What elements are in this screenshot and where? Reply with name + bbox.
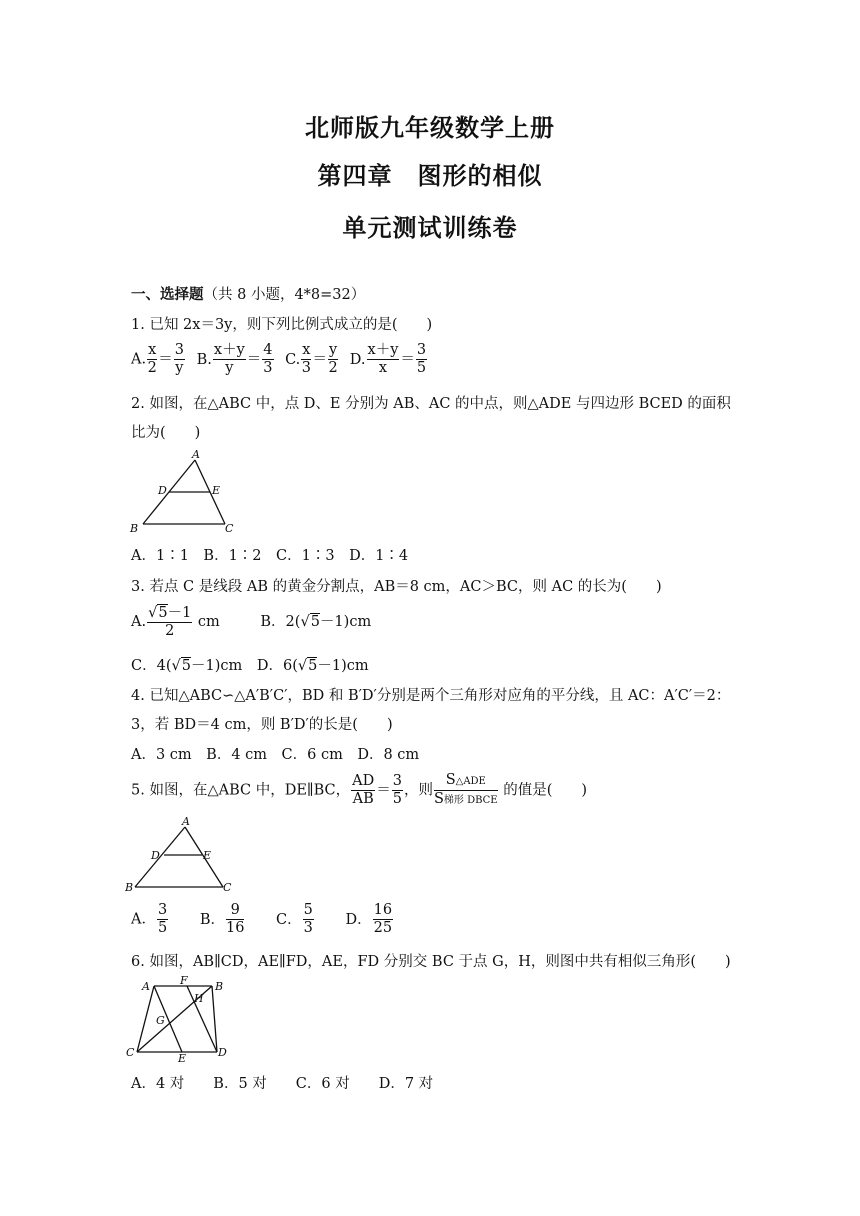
denominator: 2 bbox=[328, 360, 338, 376]
label-b: B bbox=[125, 881, 134, 894]
equals: ＝ bbox=[312, 351, 327, 368]
fraction bbox=[416, 342, 427, 377]
option-d-prefix: D．6( bbox=[256, 658, 298, 674]
q5-stem-post: 的值是( ) bbox=[503, 782, 588, 799]
q5-option-a-label: A． bbox=[131, 911, 156, 928]
subscript: △ADE bbox=[455, 776, 486, 787]
q6-parallelogram-figure bbox=[122, 972, 237, 1064]
label-a: A bbox=[142, 980, 150, 993]
fraction bbox=[147, 342, 157, 377]
section-heading bbox=[131, 283, 365, 304]
denominator: 3 bbox=[301, 360, 311, 376]
label-d: D bbox=[218, 1046, 227, 1059]
fraction-area-ratio bbox=[434, 772, 498, 809]
denominator: 16 bbox=[225, 920, 245, 936]
q3-option-a-label: A. bbox=[131, 614, 147, 630]
denominator: AB bbox=[352, 791, 374, 807]
q4-stem-line1: 4. 已知△ABC∽△A′B′C′，BD 和 B′D′分别是两个三角形对应角的平分线，且 AC：A′C′＝2： bbox=[131, 688, 731, 704]
q3-option-d: D．6(√5－1)cm bbox=[256, 658, 369, 674]
numerator: y bbox=[328, 342, 338, 358]
q5-option-c-label: C． bbox=[276, 911, 302, 928]
q1-option-a-label: A. bbox=[131, 351, 147, 368]
denominator: x bbox=[378, 360, 388, 376]
denominator: y bbox=[175, 360, 184, 376]
fraction bbox=[303, 902, 314, 937]
q3-options-cd bbox=[131, 654, 369, 675]
q6-stem: 6. 如图，AB∥CD，AE∥FD，AE，FD 分别交 BC 于点 G，H，则图中共有相似三角形( ) bbox=[131, 954, 731, 970]
section-note: （共 8 小题，4*8=32） bbox=[203, 287, 366, 303]
numerator: √5－1 bbox=[148, 605, 192, 621]
radicand: 5 bbox=[181, 658, 191, 674]
q3-stem: 3. 若点 C 是线段 AB 的黄金分割点，AB＝8 cm，AC＞BC，则 AC 的长为( ) bbox=[131, 579, 662, 595]
equals: ＝ bbox=[158, 351, 173, 368]
label-c: C bbox=[223, 881, 232, 894]
denominator: 25 bbox=[373, 920, 393, 936]
q3-option-b: B．2(√5－1)cm bbox=[260, 614, 372, 630]
numerator: AD bbox=[352, 773, 375, 789]
label-f: F bbox=[180, 974, 188, 987]
option-c-rest: －1)cm bbox=[190, 658, 243, 674]
denominator: y bbox=[225, 360, 234, 376]
option-b-rest: －1)cm bbox=[319, 614, 372, 630]
fraction bbox=[226, 902, 244, 937]
doc-title-line1: 北师版九年级数学上册 bbox=[305, 114, 555, 142]
label-e: E bbox=[212, 484, 221, 497]
fraction-ad-ab bbox=[351, 773, 375, 808]
denominator: 3 bbox=[303, 920, 313, 936]
q2-stem-line1: 2. 如图，在△ABC 中，点 D、E 分别为 AB、AC 的中点，则△ADE 与四边形 BCED 的面积 bbox=[131, 396, 731, 412]
option-d-rest: －1)cm bbox=[317, 658, 369, 674]
denominator: 3 bbox=[263, 360, 273, 376]
q2-options: A．1∶1 B．1∶2 C．1∶3 D．1∶4 bbox=[131, 548, 409, 564]
option-c-prefix: C．4( bbox=[131, 658, 172, 674]
section-title: 一、选择题 bbox=[131, 287, 204, 303]
fraction bbox=[301, 342, 311, 377]
doc-title-line3: 单元测试训练卷 bbox=[342, 214, 518, 242]
radicand: 5 bbox=[308, 658, 318, 674]
numerator: 5 bbox=[303, 902, 313, 918]
label-c: C bbox=[225, 522, 234, 535]
label-e: E bbox=[178, 1052, 187, 1064]
fraction-3-5 bbox=[392, 773, 403, 808]
s-symbol: S bbox=[433, 791, 444, 807]
q5-stem bbox=[131, 772, 587, 809]
s-symbol: S bbox=[445, 772, 456, 788]
numerator: 3 bbox=[174, 342, 185, 358]
segment-ac bbox=[137, 986, 154, 1052]
denominator: 2 bbox=[165, 623, 175, 639]
q5-stem-mid: ，则 bbox=[403, 782, 433, 799]
fraction bbox=[373, 902, 393, 937]
label-a: A bbox=[192, 448, 200, 461]
denominator: 2 bbox=[147, 360, 157, 376]
denominator: 5 bbox=[157, 920, 168, 936]
label-a: A bbox=[182, 815, 190, 828]
numerator: x bbox=[148, 342, 157, 358]
unit: cm bbox=[193, 614, 220, 630]
q5-option-d-label: D． bbox=[345, 911, 372, 928]
denominator: 5 bbox=[392, 791, 402, 807]
q1-option-c-label: C. bbox=[285, 351, 301, 368]
q6-options: A．4 对 B．5 对 C．6 对 D．7 对 bbox=[131, 1076, 434, 1092]
numerator: x bbox=[302, 342, 311, 358]
fraction bbox=[262, 342, 273, 377]
q3-option-c: C．4(√5－1)cm bbox=[131, 658, 243, 674]
q3-options-ab bbox=[131, 604, 371, 640]
numerator bbox=[434, 772, 498, 791]
q1-stem: 1. 已知 2x＝3y，则下列比例式成立的是( ) bbox=[131, 317, 433, 333]
denominator bbox=[434, 791, 498, 809]
equals: ＝ bbox=[246, 351, 262, 368]
q2-triangle-figure bbox=[125, 448, 245, 538]
option-b-prefix: B．2( bbox=[260, 614, 301, 630]
subscript: 梯形 DBCE bbox=[443, 795, 498, 806]
radicand: 5 bbox=[158, 605, 168, 621]
q5-stem-pre: 5. 如图，在△ABC 中，DE∥BC， bbox=[131, 782, 351, 799]
side-ab bbox=[135, 827, 185, 887]
q1-option-d-label: D. bbox=[349, 351, 366, 368]
q1-options bbox=[131, 342, 428, 377]
numerator: 3 bbox=[392, 773, 402, 789]
q5-option-b-label: B． bbox=[199, 911, 225, 928]
label-c: C bbox=[126, 1046, 135, 1059]
fraction bbox=[213, 342, 246, 377]
numerator: x＋y bbox=[213, 342, 245, 358]
doc-title-line2: 第四章 图形的相似 bbox=[317, 162, 543, 190]
numerator: 3 bbox=[157, 902, 168, 918]
label-h: H bbox=[194, 992, 204, 1005]
numerator: x＋y bbox=[367, 342, 399, 358]
q5-options bbox=[131, 902, 394, 937]
label-d: D bbox=[151, 849, 160, 862]
radicand: 5 bbox=[310, 614, 320, 630]
numerator: 4 bbox=[263, 342, 273, 358]
fraction bbox=[174, 342, 185, 377]
equals: ＝ bbox=[400, 351, 415, 368]
label-b: B bbox=[215, 980, 224, 993]
q5-triangle-figure bbox=[120, 815, 240, 895]
label-g: G bbox=[156, 1014, 165, 1027]
fraction bbox=[157, 902, 168, 937]
numerator-rest: －1 bbox=[167, 605, 192, 621]
numerator: 3 bbox=[416, 342, 427, 358]
fraction bbox=[367, 342, 400, 377]
equals: ＝ bbox=[376, 782, 391, 799]
denominator: 5 bbox=[416, 360, 427, 376]
label-d: D bbox=[158, 484, 167, 497]
fraction bbox=[147, 604, 192, 640]
numerator: 16 bbox=[373, 902, 393, 918]
q2-stem-line2: 比为( ) bbox=[131, 425, 201, 441]
q1-option-b-label: B. bbox=[196, 351, 212, 368]
label-e: E bbox=[203, 849, 212, 862]
label-b: B bbox=[130, 522, 139, 535]
fraction bbox=[328, 342, 338, 377]
numerator: 9 bbox=[226, 902, 244, 920]
q4-options: A．3 cm B．4 cm C．6 cm D．8 cm bbox=[131, 747, 420, 763]
q4-stem-line2: 3，若 BD＝4 cm，则 B′D′的长是( ) bbox=[131, 717, 393, 733]
